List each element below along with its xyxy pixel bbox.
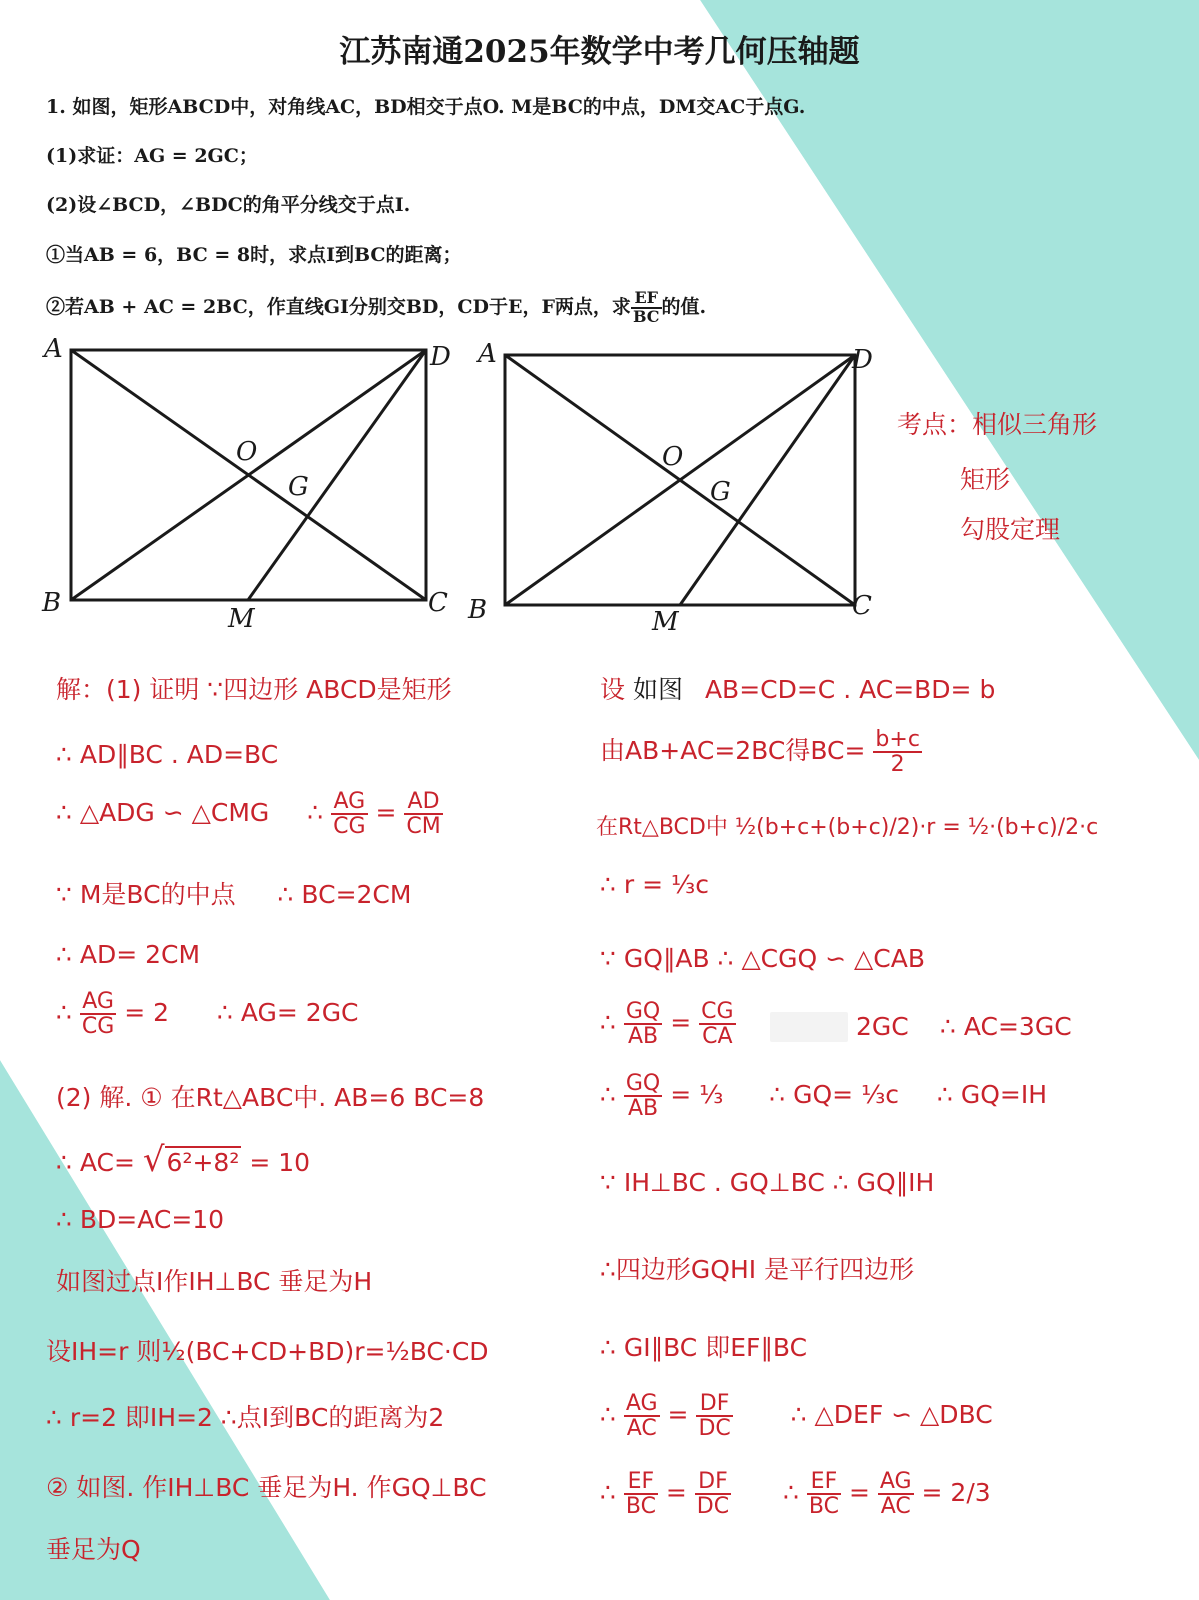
label-d: D bbox=[430, 342, 451, 372]
problem-stem: 1. 如图，矩形ABCD中，对角线AC，BD相交于点O. M是BC的中点，DM交AC于点G. bbox=[46, 96, 806, 118]
label-a: A bbox=[44, 334, 63, 364]
label-g: G bbox=[288, 472, 309, 502]
label-o: O bbox=[236, 437, 258, 467]
problem-part1: (1)求证：AG = 2GC； bbox=[46, 145, 258, 167]
sol-right-line-6c: ∴ AC=3GC bbox=[940, 1012, 1072, 1041]
sol-left-line-6: ∴ $\frac{AG}{CG}$ = 2 ∴ AG= 2GC bbox=[56, 989, 359, 1040]
sol-left-line-14: 垂足为Q bbox=[46, 1535, 141, 1564]
note-rectangle: 矩形 bbox=[960, 465, 1011, 494]
sol-left-line-4: ∵ M是BC的中点 ∴ BC=2CM bbox=[56, 880, 412, 909]
sol-right-line-8: ∵ IH⊥BC . GQ⊥BC ∴ GQ∥IH bbox=[600, 1168, 935, 1197]
label-c: C bbox=[428, 588, 448, 618]
sol-left-line-1: 解：(1) 证明 ∵四边形 ABCD是矩形 bbox=[56, 675, 452, 704]
label-a: A bbox=[478, 339, 497, 369]
sol-right-line-5: ∵ GQ∥AB ∴ △CGQ ∽ △CAB bbox=[600, 944, 925, 973]
sol-left-line-7: (2) 解. ① 在Rt△ABC中. AB=6 BC=8 bbox=[56, 1083, 485, 1112]
label-d: D bbox=[852, 345, 873, 375]
sol-right-line-4: ∴ r = ⅓c bbox=[600, 870, 709, 899]
sol-left-line-10: 如图过点I作IH⊥BC 垂足为H bbox=[56, 1267, 373, 1296]
label-g: G bbox=[710, 477, 731, 507]
problem-part2: (2)设∠BCD，∠BDC的角平分线交于点I. bbox=[46, 194, 411, 216]
segment-dm bbox=[680, 355, 855, 605]
blurred-patch bbox=[770, 1012, 848, 1042]
segment-dm bbox=[248, 350, 426, 600]
label-m: M bbox=[652, 607, 679, 637]
figure-1 bbox=[36, 335, 466, 635]
sol-right-line-12: ∴ $\frac{EF}{BC}$ = $\frac{DF}{DC}$ ∴ $\frac{EF}{BC}$ = $\frac{AG}{AC}$ = 2/3 bbox=[600, 1469, 991, 1520]
sol-left-line-9: ∴ BD=AC=10 bbox=[56, 1205, 225, 1234]
sol-left-line-3: ∴ △ADG ∽ △CMG ∴ $\frac{AG}{CG}$ = $\frac{AD}{CM}$ bbox=[56, 789, 441, 840]
sol-left-line-5: ∴ AD= 2CM bbox=[56, 940, 201, 969]
sol-right-line-6b: 2GC bbox=[856, 1012, 909, 1041]
sol-right-line-6: ∴ $\frac{GQ}{AB}$ = $\frac{CG}{CA}$ bbox=[600, 999, 734, 1050]
sol-right-line-10: ∴ GI∥BC 即EF∥BC bbox=[600, 1333, 808, 1362]
note-key-point: 考点：相似三角形 bbox=[897, 410, 1098, 439]
sol-left-line-11: 设IH=r 则½(BC+CD+BD)r=½BC·CD bbox=[46, 1337, 489, 1366]
sol-left-line-2: ∴ AD∥BC . AD=BC bbox=[56, 740, 279, 769]
problem-part2a: ①当AB = 6，BC = 8时，求点I到BC的距离； bbox=[46, 244, 462, 266]
note-pythagorean: 勾股定理 bbox=[960, 515, 1061, 544]
sol-right-line-2: 由AB+AC=2BC得BC= $\frac{b+c}{2}$ bbox=[600, 727, 920, 778]
sol-right-line-1: 设 如图 AB=CD=C . AC=BD= b bbox=[600, 675, 996, 704]
label-o: O bbox=[662, 442, 684, 472]
label-m: M bbox=[228, 604, 255, 634]
label-c: C bbox=[852, 591, 872, 621]
sol-right-line-9: ∴四边形GQHI 是平行四边形 bbox=[600, 1255, 915, 1284]
sol-right-line-7: ∴ $\frac{GQ}{AB}$ = ⅓ ∴ GQ= ⅓c ∴ GQ=IH bbox=[600, 1071, 1048, 1122]
sol-left-line-12: ∴ r=2 即IH=2 ∴点I到BC的距离为2 bbox=[46, 1403, 445, 1432]
sol-left-line-8: ∴ AC= √6²+8² = 10 bbox=[56, 1140, 311, 1180]
sol-left-line-13: ② 如图. 作IH⊥BC 垂足为H. 作GQ⊥BC bbox=[46, 1473, 487, 1502]
label-b: B bbox=[468, 595, 488, 625]
problem-part2b: ②若AB + AC = 2BC，作直线GI分别交BD，CD于E，F两点，求 $\frac{EF}{BC}$ 的值. bbox=[46, 288, 707, 326]
page-title: 江苏南通2025年数学中考几何压轴题 bbox=[339, 34, 860, 70]
sol-right-line-3: 在Rt△BCD中 ½(b+c+(b+c)/2)·r = ½·(b+c)/2·c bbox=[596, 815, 1099, 840]
label-b: B bbox=[42, 588, 62, 618]
figure-2 bbox=[470, 340, 890, 640]
sol-right-line-11: ∴ $\frac{AG}{AC}$ = $\frac{DF}{DC}$ ∴ △DEF ∽ △DBC bbox=[600, 1391, 993, 1442]
